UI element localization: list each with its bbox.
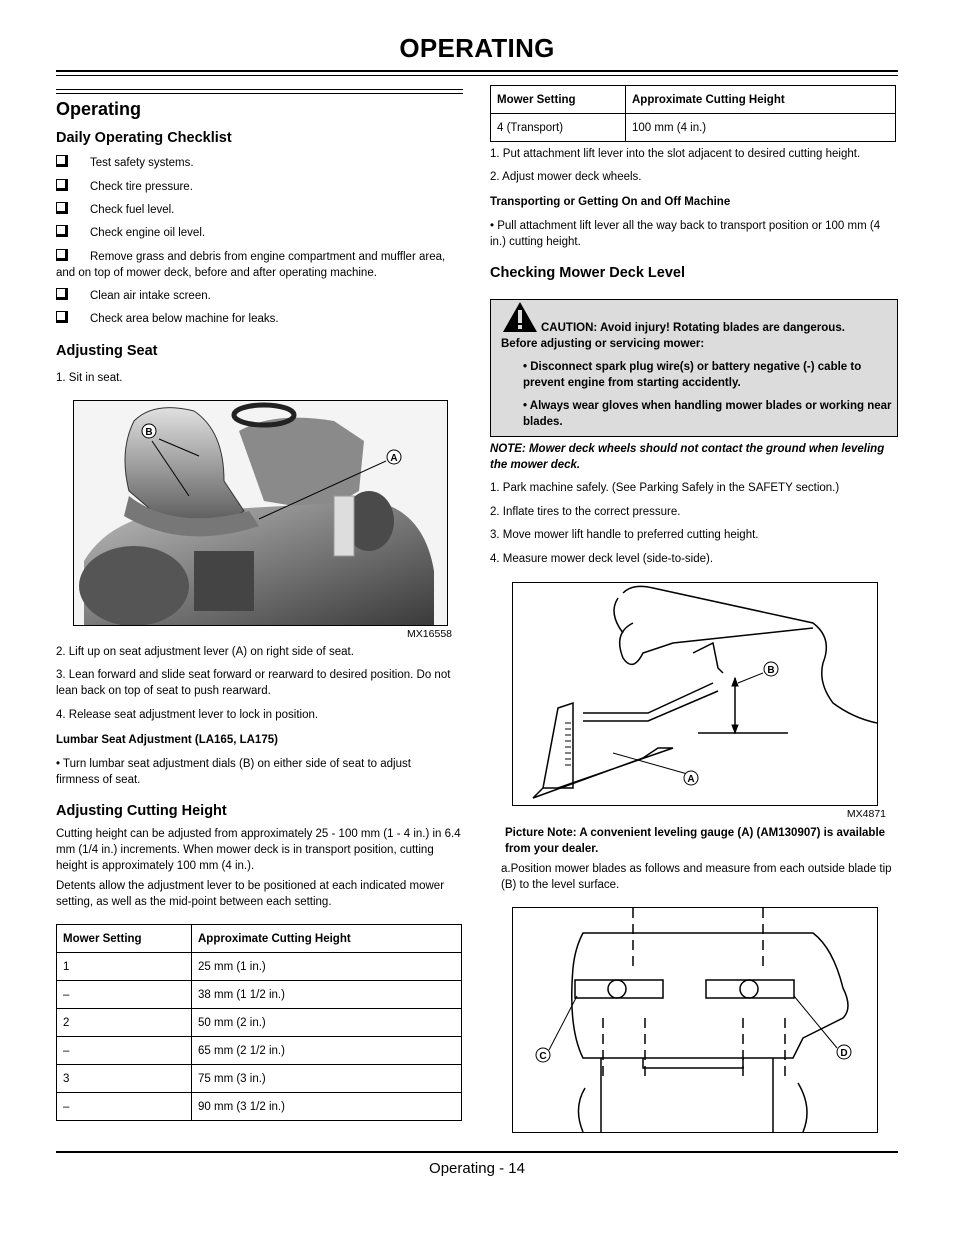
figure-id: MX16558 <box>407 628 452 640</box>
deck-step-a: a.Position mower blades as follows and measure from each outside blade tip (B) to the level surface. <box>501 863 892 891</box>
caution-line-2: Before adjusting or servicing mower: <box>501 338 705 350</box>
lift-step-1: 1. Put attachment lift lever into the slot adjacent to desired cutting height. <box>490 148 861 160</box>
caution-line-1: CAUTION: Avoid injury! Rotating blades are dangerous. <box>541 322 845 334</box>
figure-id: MX4871 <box>846 808 886 820</box>
checklist-item[interactable]: Clean air intake screen. <box>56 288 456 304</box>
checklist-item[interactable]: Check engine oil level. <box>56 225 456 241</box>
cutting-para-1: Cutting height can be adjusted from approximately 25 - 100 mm (1 - 4 in.) in 6.4 mm (1/4 in.) increments. When mower deck is in transport position, cutting height is approximately 100 mm (4 in.). <box>56 828 461 872</box>
table-row <box>57 1093 462 1121</box>
table-cell: 1 <box>57 953 192 981</box>
level-gauge-figure <box>512 582 878 806</box>
seat-step-2: 2. Lift up on seat adjustment lever (A) on right side of seat. <box>56 646 354 658</box>
page-footer: Operating - 14 <box>429 1160 525 1177</box>
cutting-heading: Adjusting Cutting Height <box>56 803 227 819</box>
table-row <box>57 1065 462 1093</box>
section-title: Operating <box>56 99 142 119</box>
deck-level-heading: Checking Mower Deck Level <box>490 265 686 281</box>
seat-step-1: 1. Sit in seat. <box>56 372 123 384</box>
deck-step-3: 3. Move mower lift handle to preferred cutting height. <box>490 529 759 541</box>
cutting-height-table <box>56 924 462 1121</box>
header-rule <box>56 70 898 72</box>
table-cell: 90 mm (3 1/2 in.) <box>192 1093 462 1121</box>
caution-box <box>490 299 898 437</box>
checkbox-icon[interactable] <box>56 179 68 191</box>
table-cell: 38 mm (1 1/2 in.) <box>192 981 462 1009</box>
table-header: Mower Setting <box>491 86 626 114</box>
checklist-item[interactable]: Check fuel level. <box>56 202 456 218</box>
deck-step-2: 2. Inflate tires to the correct pressure. <box>490 506 681 518</box>
deck-step-1: 1. Park machine safely. (See Parking Safely in the SAFETY section.) <box>490 482 840 494</box>
checkbox-icon[interactable] <box>56 311 68 323</box>
table-cell: – <box>57 1093 192 1121</box>
table-row <box>57 1037 462 1065</box>
table-header-row <box>57 925 462 953</box>
seat-step-3: 3. Lean forward and slide seat forward or rearward to desired position. Do not lean back on top of seat to push rearward. <box>56 669 451 697</box>
table-cell: 4 (Transport) <box>491 114 626 142</box>
transport-height-table <box>490 85 896 142</box>
table-cell: 75 mm (3 in.) <box>192 1065 462 1093</box>
table-cell: 50 mm (2 in.) <box>192 1009 462 1037</box>
leveling-gauge-illustration <box>513 583 877 805</box>
callout-b: B <box>767 665 775 676</box>
deck-note: NOTE: Mower deck wheels should not contact the ground when leveling the mower deck. <box>490 443 885 471</box>
cutting-para-2: Detents allow the adjustment lever to be positioned at each indicated mower setting, as well as the mid-point between each setting. <box>56 880 445 908</box>
lumbar-text: • Turn lumbar seat adjustment dials (B) on either side of seat to adjust firmness of seat. <box>56 758 411 786</box>
caution-bullet-1: • Disconnect spark plug wire(s) or battery negative (-) cable to prevent engine from starting accidently. <box>523 361 862 389</box>
page-title: OPERATING <box>399 33 555 63</box>
callout-a: A <box>390 453 398 464</box>
deck-step-4: 4. Measure mower deck level (side-to-side). <box>490 553 714 565</box>
checklist-item[interactable]: Check area below machine for leaks. <box>56 311 456 327</box>
seat-step-4: 4. Release seat adjustment lever to lock in position. <box>56 709 319 721</box>
transport-text: • Pull attachment lift lever all the way back to transport position or 100 mm (4 in.) cutting height. <box>490 220 881 248</box>
column-rule <box>56 89 463 90</box>
table-cell: 2 <box>57 1009 192 1037</box>
column-rule <box>56 93 463 94</box>
checkbox-icon[interactable] <box>56 202 68 214</box>
warning-triangle-icon <box>501 300 539 334</box>
checklist-item[interactable]: Test safety systems. <box>56 155 456 171</box>
caution-bullet-2: • Always wear gloves when handling mower blades or working near blades. <box>523 400 892 428</box>
tractor-seat-illustration <box>74 401 447 625</box>
table-row <box>57 953 462 981</box>
table-row <box>57 981 462 1009</box>
mower-deck-blades-illustration <box>513 908 877 1132</box>
table-cell: 100 mm (4 in.) <box>626 114 896 142</box>
checklist-heading: Daily Operating Checklist <box>56 130 232 146</box>
callout-c: C <box>539 1051 547 1062</box>
lift-step-2: 2. Adjust mower deck wheels. <box>490 171 642 183</box>
table-cell: – <box>57 1037 192 1065</box>
checkbox-icon[interactable] <box>56 155 68 167</box>
table-header-row <box>491 86 896 114</box>
seat-figure <box>73 400 448 626</box>
checkbox-icon[interactable] <box>56 288 68 300</box>
table-cell: 25 mm (1 in.) <box>192 953 462 981</box>
header-rule-thin <box>56 75 898 76</box>
checklist-item[interactable]: Remove grass and debris from engine compartment and muffler area, and on top of mower deck, before and after operating machine. <box>56 251 446 279</box>
checklist-item[interactable]: Check tire pressure. <box>56 179 456 195</box>
table-header: Mower Setting <box>57 925 192 953</box>
checkbox-icon[interactable] <box>56 249 68 261</box>
table-row <box>491 114 896 142</box>
table-cell: 3 <box>57 1065 192 1093</box>
table-cell: – <box>57 981 192 1009</box>
table-header: Approximate Cutting Height <box>626 86 896 114</box>
seat-heading: Adjusting Seat <box>56 343 158 359</box>
transport-heading: Transporting or Getting On and Off Machine <box>490 196 731 208</box>
checkbox-icon[interactable] <box>56 225 68 237</box>
callout-d: D <box>840 1048 848 1059</box>
lumbar-heading: Lumbar Seat Adjustment (LA165, LA175) <box>56 734 278 746</box>
blade-figure <box>512 907 878 1133</box>
callout-a: A <box>687 774 695 785</box>
table-cell: 65 mm (2 1/2 in.) <box>192 1037 462 1065</box>
picture-note: Picture Note: A convenient leveling gauge (A) (AM130907) is available from your dealer. <box>505 827 886 855</box>
footer-rule <box>56 1151 898 1153</box>
table-row <box>57 1009 462 1037</box>
table-header: Approximate Cutting Height <box>192 925 462 953</box>
callout-b: B <box>145 427 153 438</box>
